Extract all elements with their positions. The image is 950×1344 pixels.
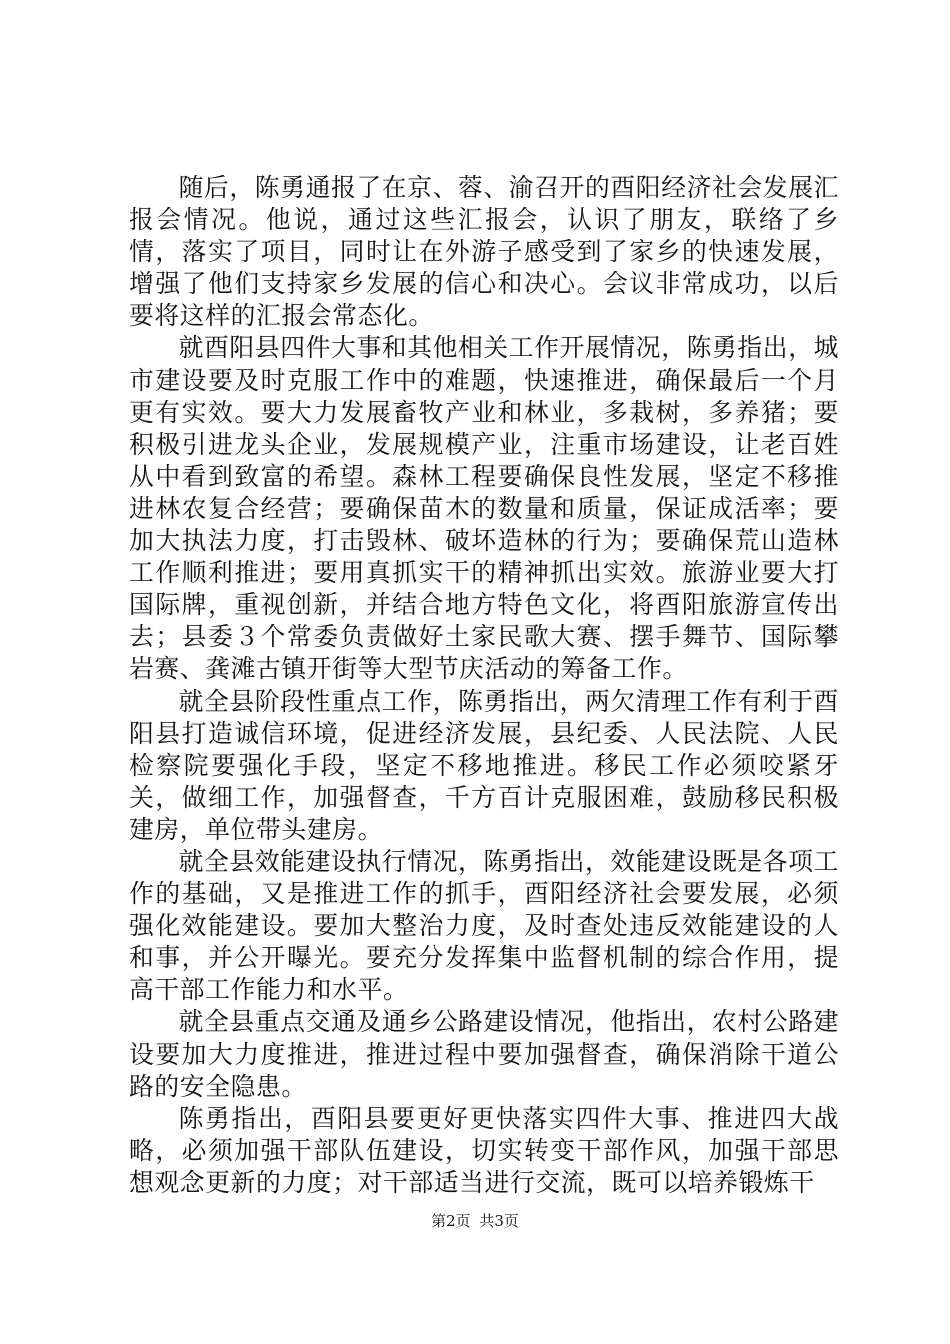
page-number-footer: 第2页 共3页 <box>431 1212 519 1230</box>
paragraph: 就全县阶段性重点工作，陈勇指出，两欠清理工作有利于酉阳县打造诚信环境，促进经济发展，县纪委、人民法院、人民检察院要强化手段，坚定不移地推进。移民工作必须咬紧牙关，做细工作，加强督查，千方百计克服困难，鼓励移民积极建房，单位带头建房。 <box>129 686 839 844</box>
paragraph: 就全县重点交通及通乡公路建设情况，他指出，农村公路建设要加大力度推进，推进过程中要加强督查，确保消除干道公路的安全隐患。 <box>129 1007 839 1101</box>
paragraph: 陈勇指出，酉阳县要更好更快落实四件大事、推进四大战略，必须加强干部队伍建设，切实转变干部作风，加强干部思想观念更新的力度；对干部适当进行交流，既可以培养锻炼干 <box>129 1103 839 1197</box>
document-body <box>129 172 839 1199</box>
paragraph: 就酉阳县四件大事和其他相关工作开展情况，陈勇指出，城市建设要及时克服工作中的难题，快速推进，确保最后一个月更有实效。要大力发展畜牧产业和林业，多栽树，多养猪；要积极引进龙头企业，发展规模产业，注重市场建设，让老百姓从中看到致富的希望。森林工程要确保良性发展，坚定不移推进林农复合经营；要确保苗木的数量和质量，保证成活率；要加大执法力度，打击毁林、破坏造林的行为；要确保荒山造林工作顺利推进；要用真抓实干的精神抓出实效。旅游业要大打国际牌，重视创新，并结合地方特色文化，将酉阳旅游宣传出去；县委３个常委负责做好土家民歌大赛、摆手舞节、国际攀岩赛、龚滩古镇开街等大型节庆活动的筹备工作。 <box>129 333 839 684</box>
paragraph: 随后，陈勇通报了在京、蓉、渝召开的酉阳经济社会发展汇报会情况。他说，通过这些汇报会，认识了朋友，联络了乡情，落实了项目，同时让在外游子感受到了家乡的快速发展，增强了他们支持家乡发展的信心和决心。会议非常成功，以后要将这样的汇报会常态化。 <box>129 173 839 331</box>
paragraph: 就全县效能建设执行情况，陈勇指出，效能建设既是各项工作的基础，又是推进工作的抓手，酉阳经济社会要发展，必须强化效能建设。要加大整治力度，及时查处违反效能建设的人和事，并公开曝光。要充分发挥集中监督机制的综合作用，提高干部工作能力和水平。 <box>129 846 839 1005</box>
